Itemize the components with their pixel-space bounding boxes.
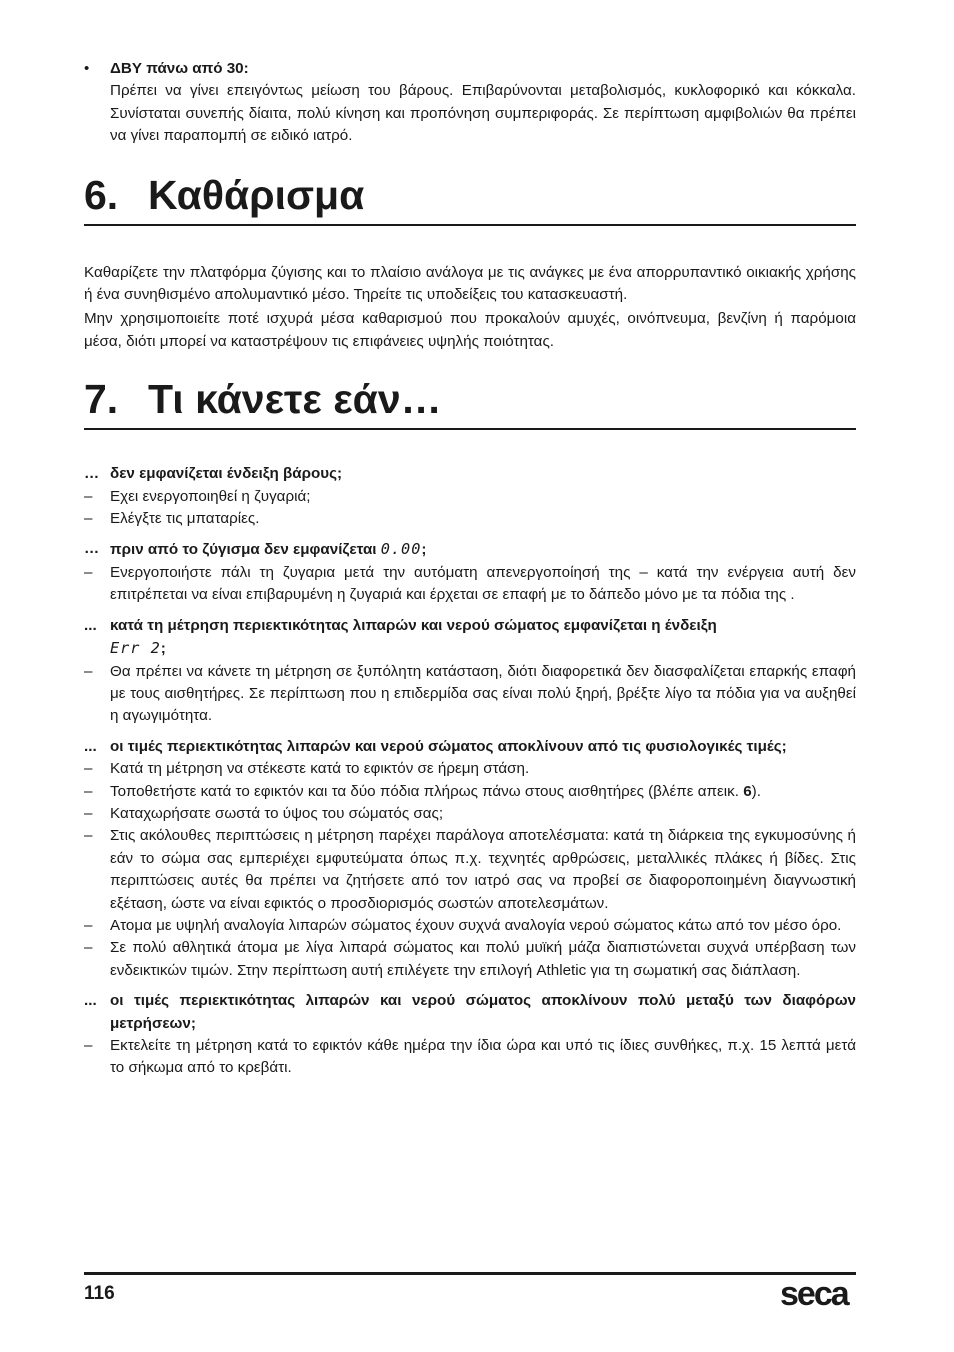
footer-divider [84, 1272, 856, 1275]
section-6-title: Καθάρισμα [148, 171, 365, 218]
section-7-heading [84, 376, 856, 430]
figure-reference: 6 [743, 782, 752, 800]
page-content [84, 58, 856, 1080]
question-values-deviate: ... οι τιμές περιεκτικότητας λιπαρών και νερού σώματος αποκλίνουν από τις φυσιολογικές τιμές; [84, 737, 787, 755]
question-values-vary: ... οι τιμές περιεκτικότητας λιπαρών και νερού σώματος αποκλίνουν πολύ μεταξύ των διαφόρων μετρήσεων; [84, 992, 856, 1032]
display-reading-error: Err 2 [110, 639, 161, 658]
list-item: – Στις ακόλουθες περιπτώσεις η μέτρηση παρέχει παράλογα αποτελέσματα: κατά τη διάρκεια της εγκυμοσύνης ή εάν το σώμα σας εμπεριέχει εμφυτεύματα όπως π.χ. τεχνητές αρθρώσεις, μεταλλικές πλάκες ή βίδες. Στις περιπτώσεις αυτές θα πρέπει να ζητήσετε από τον ιατρό σας να προβεί σε διαφοροποιημένη διαγνωστική εξέταση, ώστε να είναι εφικτός ο προσδιορισμός σωστών αποτελεσμάτων. [84, 827, 856, 912]
question-no-zero-display: … πριν από το ζύγισμα δεν εμφανίζεται 0.00; [84, 540, 427, 559]
list-item: – Θα πρέπει να κάνετε τη μέτρηση σε ξυπόλητη κατάσταση, διότι διαφορετικά δεν διασφαλίζεται επαρκής επαφή με τους αισθητήρες. Σε περίπτωση που η επιδερμίδα σας είναι πολύ ξηρή, βρέξτε λίγο τα πόδια για να αυξηθεί η αγωγιμότητα. [84, 662, 856, 725]
bmi-title: ΔΒΥ πάνω από 30: [110, 60, 249, 77]
display-reading-zero: 0.00 [380, 540, 422, 559]
section-7-number: 7. [84, 376, 119, 423]
cleaning-paragraph-2: Μην χρησιμοποιείτε ποτέ ισχυρά μέσα καθαρισμού που προκαλούν αμυχές, οινόπνευμα, βενζίνη ή παρόμοια μέσα, διότι μπορεί να καταστρέψουν τις επιφάνειες υψηλής ποιότητας. [84, 310, 856, 350]
list-item: – Κατά τη μέτρηση να στέκεστε κατά το εφικτόν σε ήρεμη στάση. [84, 760, 530, 778]
bmi-bullet-block [84, 58, 856, 148]
list-item: – Ενεργοποιήστε πάλι τη ζυγαρια μετά την αυτόματη απενεργοποίησή της – κατά την ενέργεια αυτή δεν επιτρέπεται να είναι επιβαρυμένη η ζυγαριά και έρχεται σε επαφή με το δάπεδο μόνο με τα πόδια της . [84, 563, 856, 604]
bullet-marker: • [84, 60, 90, 77]
section-7-title: Τι κάνετε εάν… [148, 376, 442, 423]
section-6-number: 6. [84, 171, 119, 218]
question-no-weight: … δεν εμφανίζεται ένδειξη βάρους; [84, 465, 343, 483]
list-item: – Εκτελείτε τη μέτρηση κατά το εφικτόν κάθε ημέρα την ίδια ώρα και υπό τις ίδιες συνθήκες, π.χ. 15 λεπτά μετά το σήκωμα από το κρεβάτι. [84, 1037, 856, 1077]
page-number: 116 [84, 1283, 115, 1304]
list-item: – Καταχωρήσατε σωστά το ύψος του σώματός σας; [84, 804, 444, 822]
list-item: – Εχει ενεργοποιηθεί η ζυγαριά; [84, 487, 311, 505]
list-item: – Ελέγξτε τις μπαταρίες. [84, 510, 260, 528]
cleaning-paragraph-1: Καθαρίζετε την πλατφόρμα ζύγισης και το πλαίσιο ανάλογα με τις ανάγκες με ένα απορρυπαντικό οικιακής χρήσης ή ένα συνηθισμένο απολυμαντικό μέσο. Τηρείτε τις υποδείξεις του κατασκευαστή. [84, 263, 856, 304]
question-err2: ... κατά τη μέτρηση περιεκτικότητας λιπαρών και νερού σώματος εμφανίζεται η ένδειξη Err 2; [84, 616, 717, 658]
list-item: – Σε πολύ αθλητικά άτομα με λίγα λιπαρά σώματος και πολύ μυϊκή μάζα διαπιστώνεται συχνά υπέρβαση των ενδεικτικών τιμών. Στην περίπτωση αυτή επιλέγετε την επιλογή Athletic για τη σωματική σας διάπλαση. [84, 939, 856, 979]
section-6-heading [84, 172, 856, 226]
seca-logo: seca [780, 1275, 848, 1313]
list-item: – Ατομα με υψηλή αναλογία λιπαρών σώματος έχουν συχνά αναλογία νερού σώματος κάτω από τον μέσο όρο. [84, 916, 842, 934]
list-item: – Τοποθετήστε κατά το εφικτόν και τα δύο πόδια πλήρως πάνω στους αισθητήρες (βλέπε απεικ. 6). [84, 782, 761, 800]
bmi-text: Πρέπει να γίνει επειγόντως μείωση του βάρους. Επιβαρύνονται μεταβολισμός, κυκλοφορικό και κόκκαλα. Συνίσταται συνεπής δίαιτα, πολύ κίνηση και προπόνηση συμπεριφοράς. Σε περίπτωση αμφιβολιών θα πρέπει να γίνει παραπομπή σε ειδικό ιατρό. [110, 82, 856, 145]
